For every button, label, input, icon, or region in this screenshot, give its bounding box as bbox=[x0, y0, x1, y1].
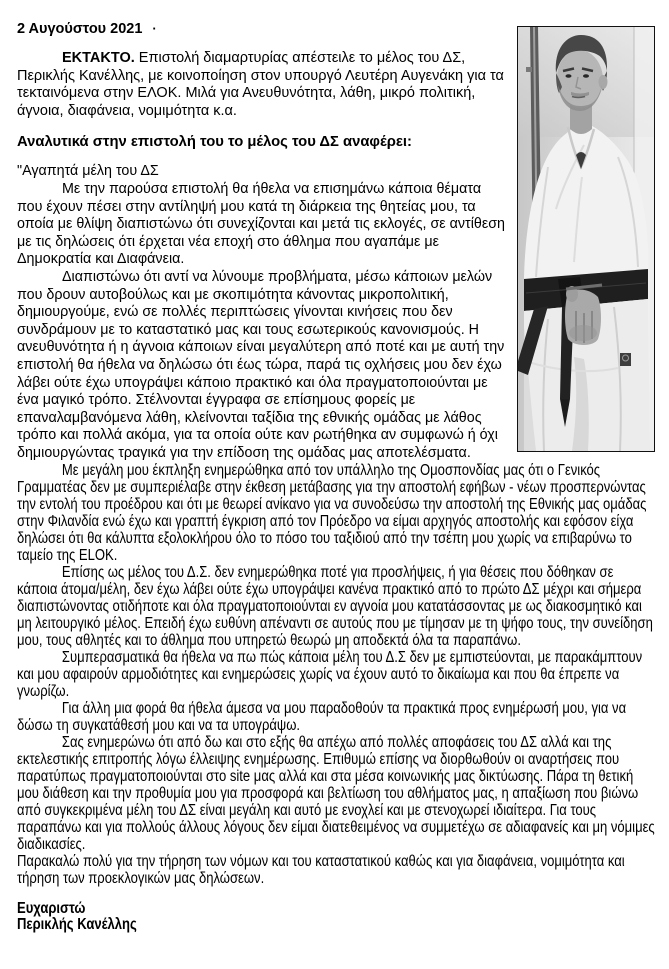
letter-paragraph: Διαπιστώνω ότι αντί να λύνουμε προβλήματα, μέσω κάποιων μελών που δρουν αυτοβούλως και με σκοπιμότητα κάνοντας μικροπολιτική, δημιουργούμε, ενώ σε πολλές περιπτώσεις γίνονται κινήσεις που δεν συνδράμουν με το καταστατικό μας και τους εσωτερικούς κανονισμούς. Η ανευθυνότητα ή η άγνοια κάποιων είναι μεγαλύτερη από ποτέ και με αυτή την επιστολή θα ήθελα να δηλώσω ότι έως τώρα, παρά τις οχλήσεις μου δεν έχω λάβει ούτε έχω υπογράψει κάποιο πρακτικό και όλα πραγματοποιούνται με ένα μαγικό τρόπο. Στέλνονται έγγραφα σε επίσημους φορείς με επαναλαμβανόμενα λάθη, κλείνονται ταξίδια της εθνικής ομάδας με λάθος τρόπο και πολλά ακόμα, για τα οποία ούτε καν ρωτήθηκα αν συμφωνώ ή όχι δημιουργώντας τραγικά για την επίδοση της ομάδας μας αποτελέσματα. bbox=[17, 268, 505, 461]
letter-paragraph: Με την παρούσα επιστολή θα ήθελα να επισημάνω κάποια θέματα που έχουν πέσει στην αντίληψή μου κατά τη διάρκεια της θητείας μου, τα οποία με θλίψη διαπιστώνω ότι συνεχίζονται και μετά τις εκλογές, σε αντίθεση με τις δηλώσεις ότι έρχεται νέα εποχή στο άθλημα που αγαπάμε με Δημοκρατία και Διαφάνεια. bbox=[17, 180, 505, 268]
letter-salutation: "Αγαπητά μέλη του ΔΣ bbox=[17, 163, 159, 180]
letter-paragraph: Για άλλη μια φορά θα ήθελα άμεσα να μου παραδοθούν τα πρακτικά προς ενημέρωσή μου, για να δώσω τη συγκατάθεσή μου και να τα υπογράψω. bbox=[17, 700, 627, 735]
lead-label: ΕΚΤΑΚΤΟ. bbox=[62, 50, 135, 66]
letter-paragraph: Σας ενημερώνω ότι από δω και στο εξής θα απέχω από πολλές αποφάσεις του ΔΣ αλλά και της εκτελεστικής επιτροπής λόγω έλλειψης ενημέρωσης. Επιθυμώ επίσης να διορθωθούν οι αναρτήσεις που παρατύπως πραγματοποιούνται στο site μας αλλά και στα μέσα κοινωνικής μας δικτύωσης. Πάρα τη θετική μου διάθεση και την προθυμία μου για προσφορά και βελτίωση του αθλήματος μας, η απαξίωση που βιώνω από συγκεκριμένα μέλη του ΔΣ είναι μεγάλη και αυτό με ενοχλεί και με στενοχωρεί ιδιαίτερα. Για τους παραπάνω και για πολλούς άλλους λόγους δεν είμαι διατεθειμένος να συμμετέχω σε αδιαφανείς και μη νόμιμες διαδικασίες. bbox=[17, 734, 655, 854]
letter-signature: Περικλής Κανέλλης bbox=[17, 916, 137, 934]
letter-closing: Παρακαλώ πολύ για την τήρηση των νόμων και του καταστατικού καθώς και για διαφάνεια, νομιμότητα και τήρηση των προεκλογικών μας δηλώσεων. bbox=[17, 853, 625, 888]
letter-paragraph: Επίσης ως μέλος του Δ.Σ. δεν ενημερώθηκα ποτέ για προσλήψεις, ή για θέσεις που δόθηκαν σε κάποια άτομα/μέλη, δεν έχω λάβει ούτε έχω υπογράψει κανένα πρακτικό από το πρώτο ΔΣ μέχρι και σήμερα διαπιστώνοντας οτιδήποτε και όλα πραγματοποιούνται εν αγνοία μου κατατάσσοντας με ως διακοσμητικό και μη λειτουργικό μέλος. Επειδή έχω ευθύνη απέναντι σε αυτούς που με τίμησαν με τη ψήφο τους, την συνείδηση μου, τους αθλητές και το άθλημα που υπηρετώ θεωρώ μη αποδεκτά όλα τα παραπάνω. bbox=[17, 564, 653, 650]
section-heading: Αναλυτικά στην επιστολή του το μέλος του ΔΣ αναφέρει: bbox=[17, 134, 412, 151]
letter-condensed-section bbox=[17, 462, 655, 933]
lead-text: Επιστολή διαμαρτυρίας απέστειλε το μέλος του ΔΣ, Περικλής Κανέλλης, με κοινοποίηση στον υπουργό Λευτέρη Αυγενάκη για τα τεκταινόμενα στην ΕΛΟΚ. Μιλά για Ανευθυνότητα, λάθη, μικρό πολιτική, άγνοια, διαφάνεια, νομιμότητα κ.α. bbox=[17, 50, 504, 119]
signature-block bbox=[17, 901, 655, 933]
date-separator-dot: · bbox=[152, 21, 157, 36]
letter-thanks: Ευχαριστώ bbox=[17, 900, 86, 918]
letter-paragraph: Με μεγάλη μου έκπληξη ενημερώθηκα από τον υπάλληλο της Ομοσπονδίας μας ότι ο Γενικός Γραμματέας δεν με συμπεριέλαβε στην έκθεση μετάβασης για την αποστολή εφήβων - νέων προσπερνώντας την εντολή του προέδρου και ότι με θεωρεί ανίκανο για να συνοδεύσω την αποστολή της Εθνικής μας ομάδας στην Φιλανδία ενώ έχω και γραπτή έγκριση από τον Πρόεδρο να είμαι αρχηγός αποστολής και εφόσον είχα δηλώσει ότι θα κάλυπτα εξολοκλήρου όλο το πόσο του ταξιδιού από την τσέπη μου χωρίς να επιβαρύνω το ταμείο της ELOK. bbox=[17, 462, 647, 565]
karate-portrait-photo bbox=[517, 26, 655, 452]
letter-paragraph: Συμπερασματικά θα ήθελα να πω πώς κάποια μέλη του Δ.Σ δεν με εμπιστεύονται, με παρακάμπτουν και μου αφαιρούν αρμοδιότητες και ενημερώσεις χωρίς να έχουν αυτό το δικαίωμα και που θα έπρεπε να γνωρίζω. bbox=[17, 649, 643, 701]
post-date-text: 2 Αυγούστου 2021 bbox=[17, 21, 143, 37]
karate-portrait-illustration bbox=[518, 27, 654, 451]
